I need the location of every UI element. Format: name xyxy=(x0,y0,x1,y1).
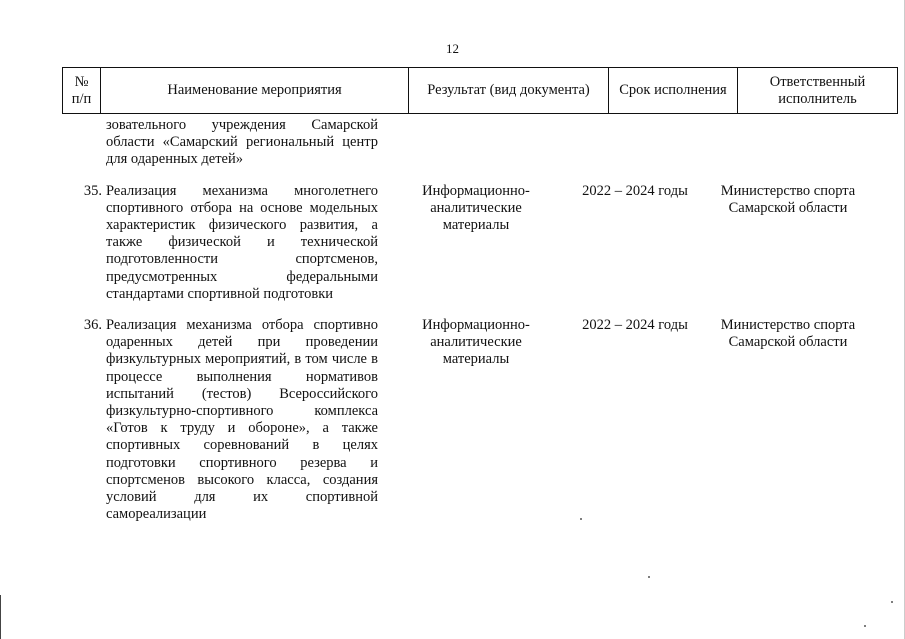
row-executor: Министерство спорта Самарской области xyxy=(720,182,856,216)
scan-edge-left xyxy=(0,595,1,639)
row-result xyxy=(396,117,556,169)
row-executor xyxy=(708,117,868,169)
header-executor: Ответственный исполнитель xyxy=(738,68,898,114)
scan-speck xyxy=(648,576,650,578)
row-num: 36. xyxy=(83,317,102,334)
row-num: 35. xyxy=(83,182,102,199)
table-row xyxy=(62,183,897,303)
row-result: Информационно-аналитические материалы xyxy=(422,182,530,234)
header-num: № п/п xyxy=(63,68,101,114)
row-name: Реализация механизма многолетнего спортивного отбора на основе модельных характеристик физического развития, а также физической и технической подготовленности спортсменов, предусмотренных федеральными стандартами спортивной подготовки xyxy=(106,182,378,302)
header-result: Результат (вид документа) xyxy=(409,68,609,114)
row-deadline: 2022 – 2024 годы xyxy=(582,182,688,199)
scan-speck xyxy=(864,625,866,627)
header-deadline: Срок исполнения xyxy=(609,68,738,114)
row-deadline xyxy=(570,117,700,169)
row-deadline: 2022 – 2024 годы xyxy=(582,317,688,334)
scan-speck xyxy=(580,518,582,520)
row-num xyxy=(62,117,104,169)
header-name: Наименование мероприятия xyxy=(101,68,409,114)
table-body xyxy=(62,117,897,537)
scan-speck xyxy=(891,601,893,603)
row-executor: Министерство спорта Самарской области xyxy=(720,317,856,351)
row-name: зовательного учреждения Самарской области «Самарский региональный центр для одаренных детей» xyxy=(106,117,378,168)
page-number: 12 xyxy=(446,41,459,56)
row-name: Реализация механизма отбора спортивно одаренных детей при проведении физкультурных мероприятий, в том числе в процессе выполнения нормативов испытаний (тестов) Всероссийского физкультурно-спортивного комплекса «Готов к труду и обороне», а также спортивных соревнований в целях подготовки спортивного резерва и спортсменов высокого класса, создания условий для их спортивной самореализации xyxy=(106,317,378,523)
table-row xyxy=(62,317,897,523)
table-row xyxy=(62,117,897,169)
table-header xyxy=(62,67,898,114)
row-result: Информационно-аналитические материалы xyxy=(422,317,530,368)
